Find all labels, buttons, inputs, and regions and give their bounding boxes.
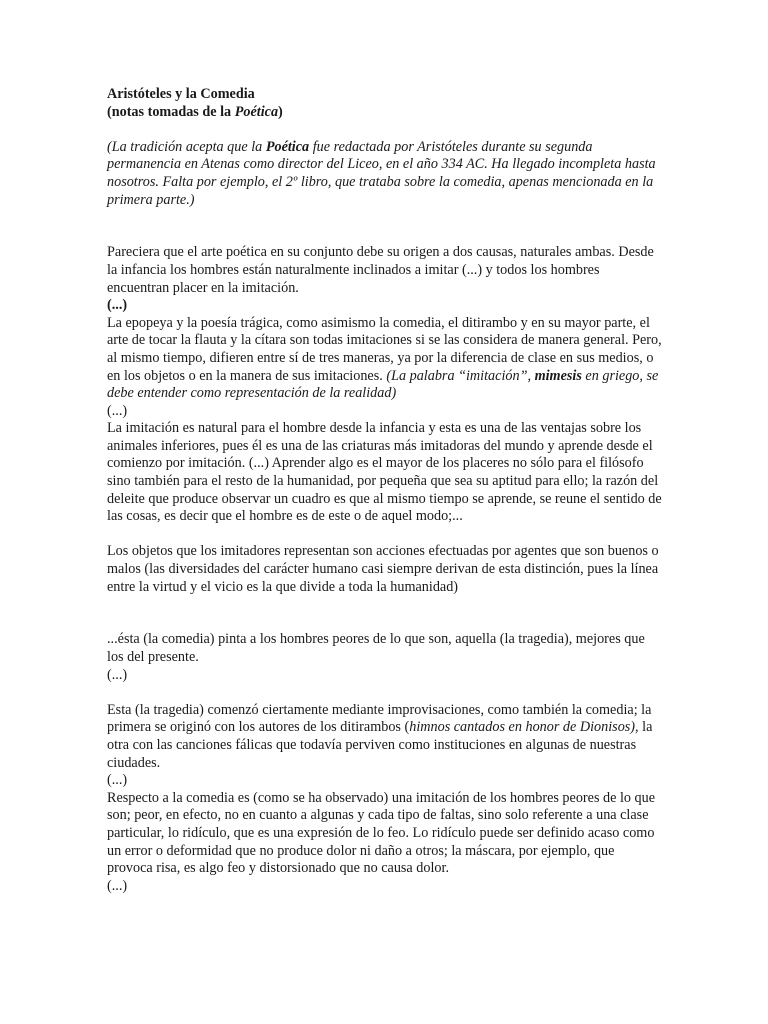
paragraph-2-mimesis: mimesis <box>534 367 582 384</box>
title-line-2 <box>107 104 663 122</box>
paragraph-2-italic-a: (La palabra “imitación”, <box>386 367 535 384</box>
paragraph-1: Pareciera que el arte poética en su conjunto debe su origen a dos causas, naturales ambas. Desde la infancia los hombres están naturalmente inclinados a imitar (...) y todos los hombres encuentran placer en la imitación. <box>107 244 654 296</box>
ellipsis-3: (...) <box>107 772 128 789</box>
paragraph-6-text-b: , la otra con las canciones fálicas que todavía perviven como instituciones en algunas de nuestras ciudades. <box>107 719 653 771</box>
intro-note <box>107 139 663 209</box>
title-line-1: Aristóteles y la Comedia <box>107 86 255 102</box>
ellipsis-4: (...) <box>107 877 128 894</box>
title-suffix: ) <box>278 103 283 120</box>
spacer <box>107 684 663 702</box>
paragraph-6 <box>107 702 663 772</box>
paragraph-4: Los objetos que los imitadores representan son acciones efectuadas por agentes que son buenos o malos (las diversidades del carácter humano casi siempre derivan de esta distinción, pues la línea entre la virtud y el vicio es la que divide a toda la humanidad) <box>107 543 659 595</box>
title-prefix: (notas tomadas de la <box>107 103 235 120</box>
ellipsis-2: (...) <box>107 666 128 683</box>
intro-post: fue redactada por Aristóteles durante su segunda permanencia en Atenas como director del Liceo, en el año 334 AC. Ha llegado incompleta hasta nosotros. Falta por ejemplo, el 2º libro, que trataba sobre la comedia, apenas mencionada en la primera parte.) <box>107 138 656 208</box>
intro-bold: Poética <box>265 138 310 155</box>
spacer <box>107 209 663 244</box>
paragraph-2-text: La epopeya y la poesía trágica, como asimismo la comedia, el ditirambo y en su mayor parte, el arte de tocar la flauta y la cítara son todas imitaciones si se las considera de manera general. Pero, al mismo tiempo, difieren entre sí de tres maneras, ya por la diferencia de clase en sus medios, o en los objetos o en la manera de sus imitaciones. <box>107 314 662 384</box>
ellipsis-bold: (...) <box>107 297 128 314</box>
title-italic: Poética <box>234 103 279 120</box>
document-page <box>107 86 663 895</box>
intro-pre: (La tradición acepta que la <box>107 138 266 155</box>
paragraph-6-italic: himnos cantados en honor de Dionisos) <box>409 719 636 736</box>
paragraph-7: Respecto a la comedia es (como se ha observado) una imitación de los hombres peores de lo que son; peor, en efecto, no en cuanto a algunas y cada tipo de faltas, sino solo referente a una clase particular, lo ridículo, que es una expresión de lo feo. Lo ridículo puede ser definido acaso como un error o deformidad que no produce dolor ni daño a otros; la máscara, por ejemplo, que provoca risa, es algo feo y distorsionado que no causa dolor. <box>107 789 656 877</box>
paragraph-3: La imitación es natural para el hombre desde la infancia y esta es una de las ventajas sobre los animales inferiores, pues él es una de las criaturas más imitadoras del mundo y aprende desde el comienzo por imitación. (...) Aprender algo es el mayor de los placeres no sólo para el filósofo sino también para el resto de la humanidad, por pequeña que sea su aptitud para ello; la razón del deleite que produce observar un cuadro es que al mismo tiempo se aprende, se reune el sentido de las cosas, es decir que el hombre es de este o de aquel modo;... <box>107 420 662 525</box>
spacer <box>107 526 663 544</box>
document-title <box>107 86 663 121</box>
ellipsis-1: (...) <box>107 402 128 419</box>
spacer <box>107 596 663 631</box>
paragraph-6-text-a: Esta (la tragedia) comenzó ciertamente mediante improvisaciones, como también la comedia; la primera se originó con los autores de los ditirambos ( <box>107 701 652 736</box>
paragraph-5: ...ésta (la comedia) pinta a los hombres peores de lo que son, aquella (la tragedia), mejores que los del presente. <box>107 631 645 665</box>
paragraph-2 <box>107 315 663 403</box>
paragraph-2-italic-b: en griego, se debe entender como representación de la realidad) <box>107 367 659 402</box>
